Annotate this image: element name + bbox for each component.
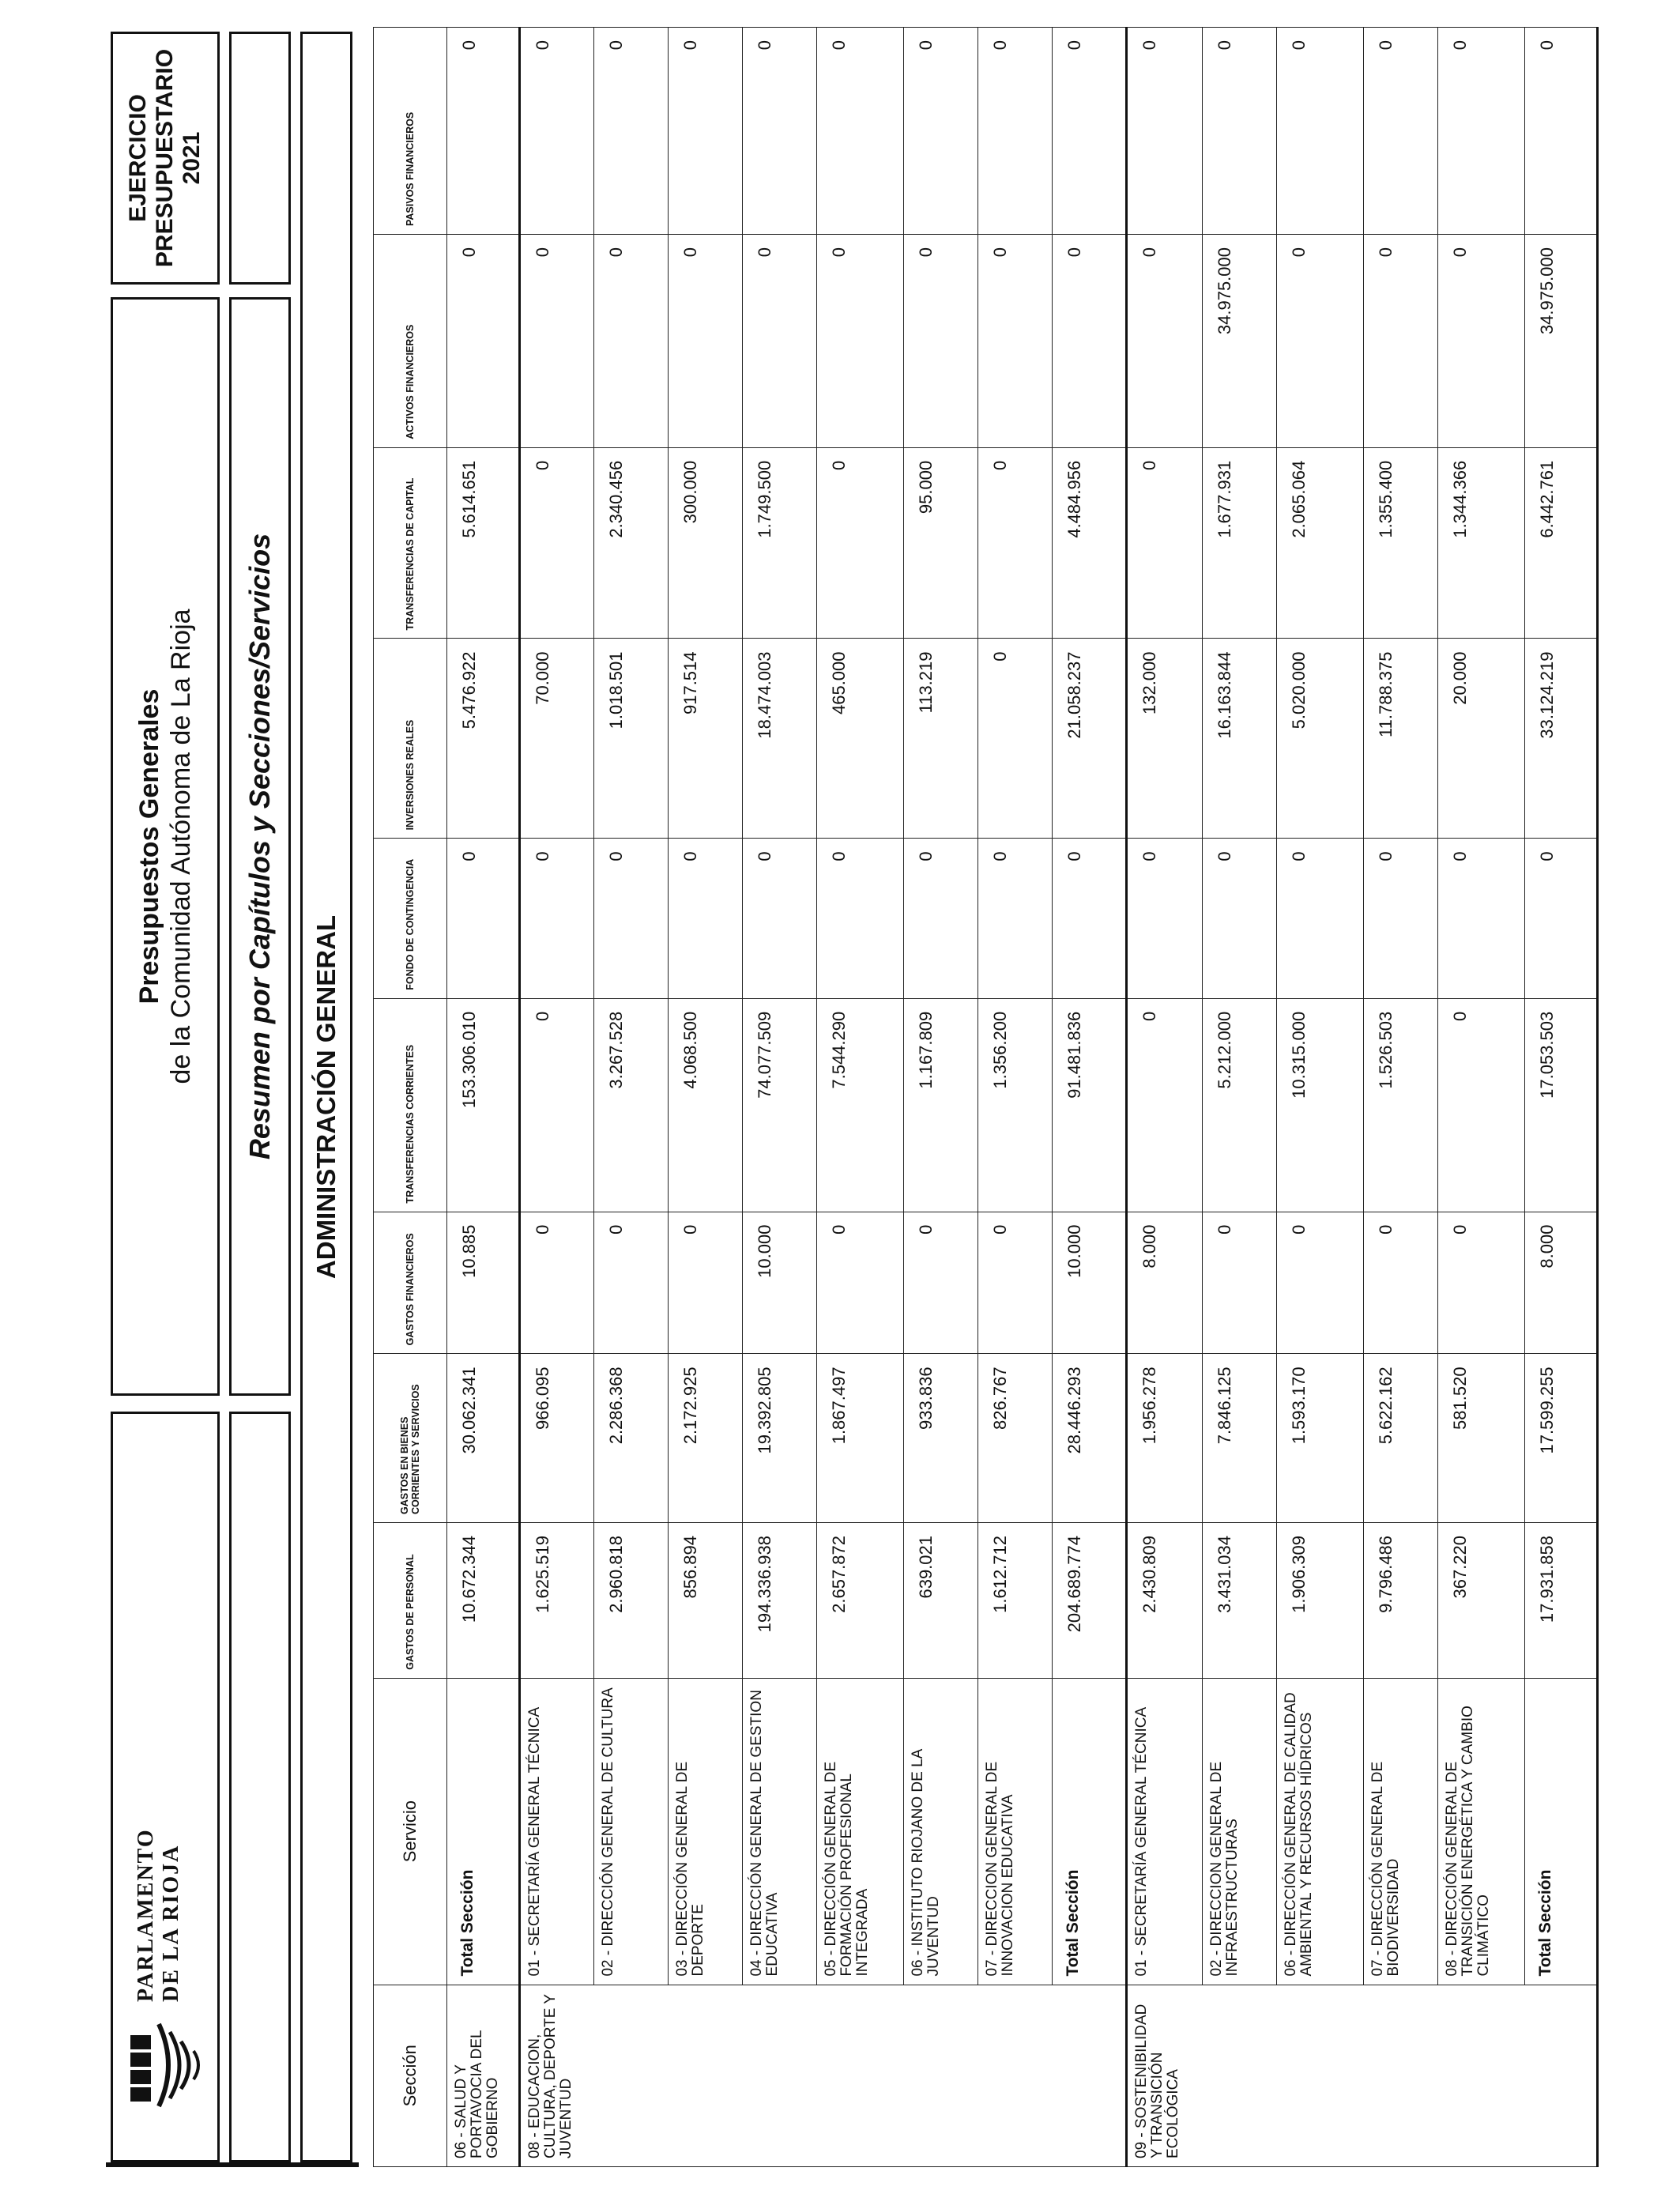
- value-cell: 34.975.000: [1203, 235, 1277, 448]
- value-cell: 0: [1053, 28, 1127, 235]
- value-cell: 0: [447, 235, 520, 448]
- servicio-cell: 07 - DIRECCION GENERAL DE INNOVACION EDUCATIVA: [978, 1678, 1053, 1985]
- value-cell: 0: [520, 28, 594, 235]
- col-gastos-personal: GASTOS DE PERSONAL: [374, 1523, 447, 1679]
- value-cell: 1.867.497: [817, 1354, 904, 1523]
- value-cell: 0: [1438, 1212, 1525, 1354]
- servicio-cell: 08 - DIRECCIÓN GENERAL DE TRANSICIÓN ENERGÉTICA Y CAMBIO CLIMÁTICO: [1438, 1678, 1525, 1985]
- value-cell: 581.520: [1438, 1354, 1525, 1523]
- value-cell: 0: [1127, 998, 1203, 1212]
- value-cell: 0: [520, 447, 594, 639]
- value-cell: 0: [1438, 998, 1525, 1212]
- value-cell: 465.000: [817, 639, 904, 839]
- value-cell: 9.796.486: [1364, 1523, 1438, 1679]
- value-cell: 0: [1053, 839, 1127, 998]
- value-cell: 966.095: [520, 1354, 594, 1523]
- value-cell: 194.336.938: [743, 1523, 817, 1679]
- col-pasivos-financieros: PASIVOS FINANCIEROS: [374, 28, 447, 235]
- value-cell: 30.062.341: [447, 1354, 520, 1523]
- table-row: [817, 28, 904, 2167]
- value-cell: 0: [1364, 28, 1438, 235]
- value-cell: 0: [1277, 839, 1364, 998]
- servicio-cell: 02 - DIRECCION GENERAL DE INFRAESTRUCTURAS: [1203, 1678, 1277, 1985]
- value-cell: 17.053.503: [1525, 998, 1598, 1212]
- presupuestario-label: PRESUPUESTARIO: [152, 48, 178, 268]
- value-cell: 0: [520, 235, 594, 448]
- value-cell: 34.975.000: [1525, 235, 1598, 448]
- value-cell: 0: [978, 235, 1053, 448]
- value-cell: 153.306.010: [447, 998, 520, 1212]
- value-cell: 0: [978, 28, 1053, 235]
- value-cell: 10.885: [447, 1212, 520, 1354]
- value-cell: 0: [447, 839, 520, 998]
- value-cell: 0: [1127, 447, 1203, 639]
- value-cell: 367.220: [1438, 1523, 1525, 1679]
- value-cell: 0: [817, 28, 904, 235]
- value-cell: 204.689.774: [1053, 1523, 1127, 1679]
- value-cell: 0: [447, 28, 520, 235]
- value-cell: 7.846.125: [1203, 1354, 1277, 1523]
- page-title-line2: de la Comunidad Autónoma de La Rioja: [166, 609, 196, 1084]
- value-cell: 0: [1203, 1212, 1277, 1354]
- logo-wordmark: PARLAMENTO DE LA RIOJA: [134, 1828, 183, 2002]
- value-cell: 0: [978, 447, 1053, 639]
- col-fondo-contingencia: FONDO DE CONTINGENCIA: [374, 839, 447, 998]
- value-cell: 0: [904, 839, 978, 998]
- value-cell: 933.836: [904, 1354, 978, 1523]
- col-bienes-corrientes: GASTOS EN BIENES CORRIENTES Y SERVICIOS: [374, 1354, 447, 1523]
- left-sub-box: [229, 1412, 291, 2162]
- ejercicio-box: [111, 32, 220, 285]
- table-row: [447, 28, 520, 2167]
- value-cell: 0: [817, 1212, 904, 1354]
- seccion-cell: 06 - SALUD Y PORTAVOCIA DEL GOBIERNO: [447, 1985, 520, 2166]
- value-cell: 3.431.034: [1203, 1523, 1277, 1679]
- value-cell: 7.544.290: [817, 998, 904, 1212]
- table-row: [1203, 28, 1277, 2167]
- value-cell: 1.167.809: [904, 998, 978, 1212]
- table-row: [669, 28, 743, 2167]
- value-cell: 0: [1364, 839, 1438, 998]
- value-cell: 91.481.836: [1053, 998, 1127, 1212]
- value-cell: 0: [1438, 28, 1525, 235]
- servicio-cell: 03 - DIRECCIÓN GENERAL DE DEPORTE: [669, 1678, 743, 1985]
- value-cell: 11.788.375: [1364, 639, 1438, 839]
- seccion-cell: [594, 1985, 669, 2166]
- value-cell: 21.058.237: [1053, 639, 1127, 839]
- servicio-cell: 07 - DIRECCIÓN GENERAL DE BIODIVERSIDAD: [1364, 1678, 1438, 1985]
- value-cell: 3.267.528: [594, 998, 669, 1212]
- value-cell: 18.474.003: [743, 639, 817, 839]
- value-cell: 0: [1203, 28, 1277, 235]
- value-cell: 0: [978, 1212, 1053, 1354]
- value-cell: 74.077.509: [743, 998, 817, 1212]
- col-activos-financieros: ACTIVOS FINANCIEROS: [374, 235, 447, 448]
- value-cell: 5.476.922: [447, 639, 520, 839]
- value-cell: 10.315.000: [1277, 998, 1364, 1212]
- table-row: [1053, 28, 1127, 2167]
- value-cell: 1.355.400: [1364, 447, 1438, 639]
- parliament-logo-icon: [121, 2018, 214, 2113]
- value-cell: 2.657.872: [817, 1523, 904, 1679]
- seccion-cell: [978, 1985, 1053, 2166]
- servicio-cell: 01 - SECRETARÍA GENERAL TÉCNICA: [1127, 1678, 1203, 1985]
- table-row: [1525, 28, 1598, 2167]
- value-cell: 0: [1525, 28, 1598, 235]
- value-cell: 0: [669, 839, 743, 998]
- table-body: [447, 28, 1598, 2167]
- servicio-cell: 05 - DIRECCIÓN GENERAL DE FORMACIÓN PROFESIONAL INTEGRADA: [817, 1678, 904, 1985]
- value-cell: 0: [743, 839, 817, 998]
- value-cell: 0: [1525, 839, 1598, 998]
- value-cell: 1.612.712: [978, 1523, 1053, 1679]
- seccion-cell: 09 - SOSTENIBILIDAD Y TRANSICIÓN ECOLÓGICA: [1127, 1985, 1203, 2166]
- col-transferencias-capital: TRANSFERENCIAS DE CAPITAL: [374, 447, 447, 639]
- value-cell: 17.931.858: [1525, 1523, 1598, 1679]
- value-cell: 0: [1277, 235, 1364, 448]
- value-cell: 1.344.366: [1438, 447, 1525, 639]
- seccion-cell: [743, 1985, 817, 2166]
- table-row: [520, 28, 594, 2167]
- value-cell: 0: [594, 839, 669, 998]
- value-cell: 16.163.844: [1203, 639, 1277, 839]
- value-cell: 1.593.170: [1277, 1354, 1364, 1523]
- page-title: Presupuestos Generales: [134, 688, 164, 1005]
- margin-rule: [106, 2162, 359, 2167]
- value-cell: 1.906.309: [1277, 1523, 1364, 1679]
- value-cell: 0: [904, 235, 978, 448]
- table-row: [1364, 28, 1438, 2167]
- col-inversiones-reales: INVERSIONES REALES: [374, 639, 447, 839]
- value-cell: 33.124.219: [1525, 639, 1598, 839]
- value-cell: 10.000: [1053, 1212, 1127, 1354]
- value-cell: 0: [1277, 28, 1364, 235]
- value-cell: 113.219: [904, 639, 978, 839]
- seccion-cell: 08 - EDUCACION, CULTURA, DEPORTE Y JUVENTUD: [520, 1985, 594, 2166]
- value-cell: 856.894: [669, 1523, 743, 1679]
- servicio-cell: 04 - DIRECCIÓN GENERAL DE GESTION EDUCATIVA: [743, 1678, 817, 1985]
- subtitle-box: [229, 297, 291, 1396]
- value-cell: 2.286.368: [594, 1354, 669, 1523]
- value-cell: 6.442.761: [1525, 447, 1598, 639]
- logo-header-box: [111, 1412, 220, 2162]
- value-cell: 826.767: [978, 1354, 1053, 1523]
- value-cell: 0: [1203, 839, 1277, 998]
- right-sub-box: [229, 32, 291, 285]
- total-seccion-label: Total Sección: [1525, 1678, 1598, 1985]
- seccion-cell: [669, 1985, 743, 2166]
- value-cell: 132.000: [1127, 639, 1203, 839]
- table-row: [1277, 28, 1364, 2167]
- value-cell: 0: [743, 235, 817, 448]
- col-servicio: Servicio: [374, 1678, 447, 1985]
- value-cell: 0: [1438, 235, 1525, 448]
- value-cell: 0: [594, 235, 669, 448]
- table-row: [1438, 28, 1525, 2167]
- value-cell: 2.340.456: [594, 447, 669, 639]
- value-cell: 0: [817, 235, 904, 448]
- value-cell: 0: [1127, 235, 1203, 448]
- value-cell: 10.000: [743, 1212, 817, 1354]
- value-cell: 917.514: [669, 639, 743, 839]
- value-cell: 2.172.925: [669, 1354, 743, 1523]
- value-cell: 0: [1127, 28, 1203, 235]
- seccion-cell: [1438, 1985, 1525, 2166]
- value-cell: 0: [743, 28, 817, 235]
- value-cell: 5.614.651: [447, 447, 520, 639]
- value-cell: 1.956.278: [1127, 1354, 1203, 1523]
- value-cell: 1.018.501: [594, 639, 669, 839]
- value-cell: 0: [520, 1212, 594, 1354]
- servicio-cell: 06 - DIRECCIÓN GENERAL DE CALIDAD AMBIENTAL Y RECURSOS HÍDRICOS: [1277, 1678, 1364, 1985]
- value-cell: 0: [520, 839, 594, 998]
- value-cell: 1.356.200: [978, 998, 1053, 1212]
- value-cell: 0: [669, 235, 743, 448]
- value-cell: 0: [1277, 1212, 1364, 1354]
- value-cell: 639.021: [904, 1523, 978, 1679]
- value-cell: 1.749.500: [743, 447, 817, 639]
- col-seccion: Sección: [374, 1985, 447, 2166]
- servicio-cell: 06 - INSTITUTO RIOJANO DE LA JUVENTUD: [904, 1678, 978, 1985]
- title-box: [111, 297, 220, 1396]
- total-seccion-label: Total Sección: [1053, 1678, 1127, 1985]
- value-cell: 8.000: [1127, 1212, 1203, 1354]
- value-cell: 300.000: [669, 447, 743, 639]
- value-cell: 0: [817, 447, 904, 639]
- value-cell: 20.000: [1438, 639, 1525, 839]
- value-cell: 0: [1053, 235, 1127, 448]
- table-row: [594, 28, 669, 2167]
- value-cell: 0: [817, 839, 904, 998]
- value-cell: 0: [978, 839, 1053, 998]
- table-row: [1127, 28, 1203, 2167]
- value-cell: 0: [520, 998, 594, 1212]
- value-cell: 2.430.809: [1127, 1523, 1203, 1679]
- value-cell: 0: [669, 1212, 743, 1354]
- col-gastos-financieros: GASTOS FINANCIEROS: [374, 1212, 447, 1354]
- value-cell: 70.000: [520, 639, 594, 839]
- value-cell: 4.068.500: [669, 998, 743, 1212]
- value-cell: 5.622.162: [1364, 1354, 1438, 1523]
- total-seccion-label: Total Sección: [447, 1678, 520, 1985]
- value-cell: 19.392.805: [743, 1354, 817, 1523]
- value-cell: 1.677.931: [1203, 447, 1277, 639]
- value-cell: 1.625.519: [520, 1523, 594, 1679]
- seccion-cell: [1525, 1985, 1598, 2166]
- value-cell: 0: [978, 639, 1053, 839]
- value-cell: 2.065.064: [1277, 447, 1364, 639]
- seccion-cell: [817, 1985, 904, 2166]
- table-row: [743, 28, 817, 2167]
- value-cell: 0: [594, 1212, 669, 1354]
- seccion-cell: [1053, 1985, 1127, 2166]
- servicio-cell: 02 - DIRECCIÓN GENERAL DE CULTURA: [594, 1678, 669, 1985]
- value-cell: 0: [669, 28, 743, 235]
- value-cell: 0: [1364, 1212, 1438, 1354]
- ejercicio-label: EJERCICIO: [125, 94, 151, 222]
- seccion-cell: [1203, 1985, 1277, 2166]
- table-header-row: [374, 28, 447, 2167]
- value-cell: 8.000: [1525, 1212, 1598, 1354]
- value-cell: 0: [1364, 235, 1438, 448]
- value-cell: 5.020.000: [1277, 639, 1364, 839]
- subtitle: Resumen por Capítulos y Secciones/Servicios: [243, 533, 276, 1160]
- value-cell: 4.484.956: [1053, 447, 1127, 639]
- admin-heading: ADMINISTRACIÓN GENERAL: [311, 914, 341, 1280]
- value-cell: 10.672.344: [447, 1523, 520, 1679]
- seccion-cell: [1277, 1985, 1364, 2166]
- servicio-cell: 01 - SECRETARÍA GENERAL TÉCNICA: [520, 1678, 594, 1985]
- seccion-cell: [904, 1985, 978, 2166]
- value-cell: 28.446.293: [1053, 1354, 1127, 1523]
- admin-box: [300, 32, 352, 2162]
- value-cell: 0: [904, 1212, 978, 1354]
- year-label: 2021: [179, 131, 205, 185]
- value-cell: 5.212.000: [1203, 998, 1277, 1212]
- value-cell: 95.000: [904, 447, 978, 639]
- budget-table: [373, 27, 1599, 2167]
- seccion-cell: [1364, 1985, 1438, 2166]
- table-row: [978, 28, 1053, 2167]
- value-cell: 17.599.255: [1525, 1354, 1598, 1523]
- value-cell: 2.960.818: [594, 1523, 669, 1679]
- value-cell: 0: [594, 28, 669, 235]
- value-cell: 0: [1127, 839, 1203, 998]
- value-cell: 0: [1438, 839, 1525, 998]
- value-cell: 0: [904, 28, 978, 235]
- value-cell: 1.526.503: [1364, 998, 1438, 1212]
- table-row: [904, 28, 978, 2167]
- col-transferencias-corrientes: TRANSFERENCIAS CORRIENTES: [374, 998, 447, 1212]
